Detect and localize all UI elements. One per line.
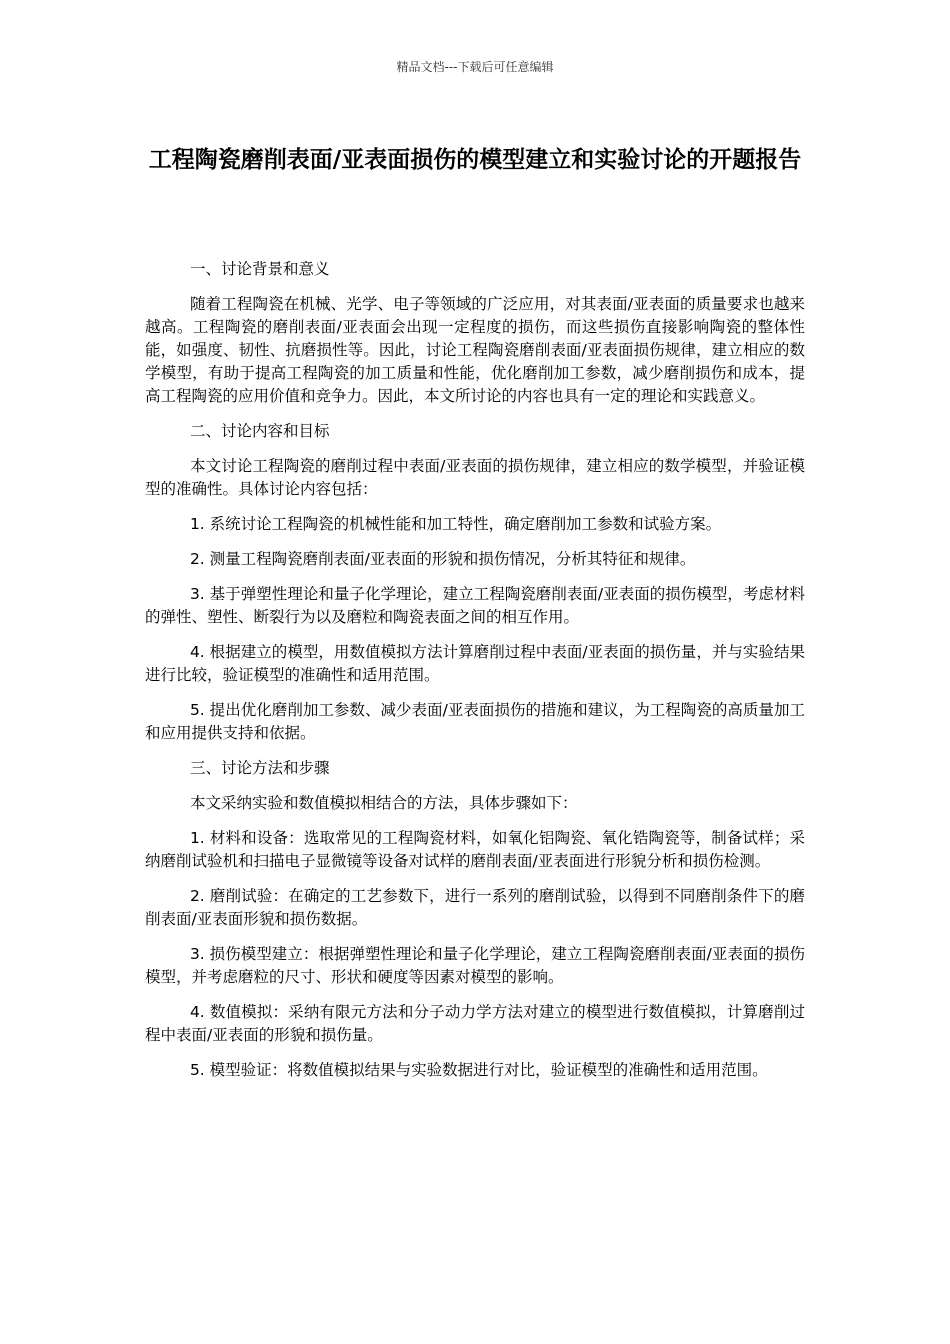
list-item: 2. 磨削试验：在确定的工艺参数下，进行一系列的磨削试验，以得到不同磨削条件下的磨削表面/亚表面形貌和损伤数据。 (145, 887, 805, 928)
list-item: 3. 损伤模型建立：根据弹塑性理论和量子化学理论，建立工程陶瓷磨削表面/亚表面的损伤模型，并考虑磨粒的尺寸、形状和硬度等因素对模型的影响。 (145, 945, 805, 986)
paragraph: 本文采纳实验和数值模拟相结合的方法，具体步骤如下： (189, 794, 578, 812)
list-item: 2. 测量工程陶瓷磨削表面/亚表面的形貌和损伤情况，分析其特征和规律。 (189, 550, 696, 568)
document-body (145, 258, 805, 1094)
page-title: 工程陶瓷磨削表面/亚表面损伤的模型建立和实验讨论的开题报告 (148, 147, 802, 173)
section-heading-methods: 三、讨论方法和步骤 (189, 759, 330, 777)
paragraph: 随着工程陶瓷在机械、光学、电子等领域的广泛应用，对其表面/亚表面的质量要求也越来越高。工程陶瓷的磨削表面/亚表面会出现一定程度的损伤，而这些损伤直接影响陶瓷的整体性能，如强度、韧性、抗磨损性等。因此，讨论工程陶瓷磨削表面/亚表面损伤规律，建立相应的数学模型，有助于提高工程陶瓷的加工质量和性能，优化磨削加工参数，减少磨削损伤和成本，提高工程陶瓷的应用价值和竞争力。因此，本文所讨论的内容也具有一定的理论和实践意义。 (145, 295, 805, 405)
section-heading-background: 一、讨论背景和意义 (189, 260, 330, 278)
list-item: 1. 系统讨论工程陶瓷的机械性能和加工特性，确定磨削加工参数和试验方案。 (189, 515, 722, 533)
list-item: 5. 模型验证：将数值模拟结果与实验数据进行对比，验证模型的准确性和适用范围。 (189, 1061, 768, 1079)
section-heading-content: 二、讨论内容和目标 (189, 422, 330, 440)
list-item: 5. 提出优化磨削加工参数、减少表面/亚表面损伤的措施和建议，为工程陶瓷的高质量加工和应用提供支持和依据。 (145, 701, 805, 742)
list-item: 3. 基于弹塑性理论和量子化学理论，建立工程陶瓷磨削表面/亚表面的损伤模型，考虑材料的弹性、塑性、断裂行为以及磨粒和陶瓷表面之间的相互作用。 (145, 585, 805, 626)
list-item: 4. 数值模拟：采纳有限元方法和分子动力学方法对建立的模型进行数值模拟，计算磨削过程中表面/亚表面的形貌和损伤量。 (145, 1003, 805, 1044)
list-item: 1. 材料和设备：选取常见的工程陶瓷材料，如氧化铝陶瓷、氧化锆陶瓷等，制备试样；采纳磨削试验机和扫描电子显微镜等设备对试样的磨削表面/亚表面进行形貌分析和损伤检测。 (145, 829, 805, 870)
list-item: 4. 根据建立的模型，用数值模拟方法计算磨削过程中表面/亚表面的损伤量，并与实验结果进行比较，验证模型的准确性和适用范围。 (145, 643, 805, 684)
paragraph: 本文讨论工程陶瓷的磨削过程中表面/亚表面的损伤规律，建立相应的数学模型，并验证模型的准确性。具体讨论内容包括： (145, 457, 805, 498)
header-note: 精品文档---下载后可任意编辑 (396, 60, 554, 74)
